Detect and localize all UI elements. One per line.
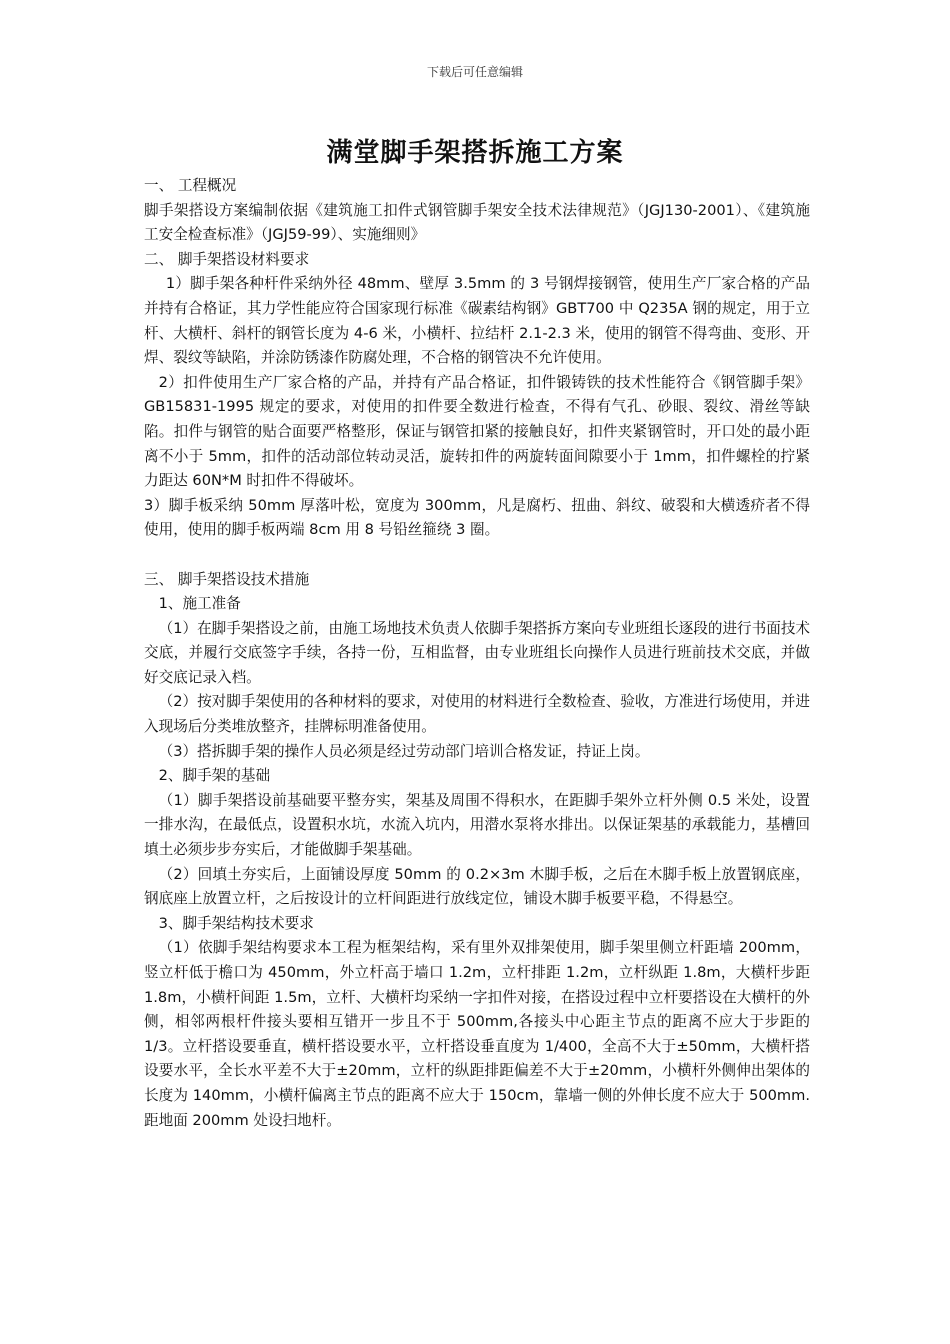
section-2-paragraph-1: 1）脚手架各种杆件采纳外径 48mm、壁厚 3.5mm 的 3 号钢焊接钢管，使用生产厂家合格的产品并持有合格证，其力学性能应符合国家现行标准《碳素结构钢》GBT700 中 Q235A 钢的规定，用于立杆、大横杆、斜杆的钢管长度为 4-6 米，小横杆、拉结杆 2.1-2.3 米，使用的钢管不得弯曲、变形、开焊、裂纹等缺陷，并涂防锈漆作防腐处理，不合格的钢管决不允许使用。 — [144, 275, 810, 367]
spacer — [144, 543, 810, 568]
subsection-1-paragraph-3: （3）搭拆脚手架的操作人员必须是经过劳动部门培训合格发证，持证上岗。 — [158, 742, 650, 760]
subsection-3-paragraph-1: （1）依脚手架结构要求本工程为框架结构，采有里外双排架使用，脚手架里侧立杆距墙 200mm，竖立杆低于檐口为 450mm，外立杆高于墙口 1.2m，立杆排距 1.2m，立杆纵距 1.8m，大横杆步距 1.8m，小横杆间距 1.5m，立杆、大横杆均采纳一字扣件对接，在搭设过程中立杆要搭设在大横杆的外侧，相邻两根杆件接头要相互错开一步且不于 500mm,各接头中心距主节点的距离不应大于步距的 1/3。立杆搭设要垂直，横杆搭设要水平，立杆搭设垂直度为 1/400，全高不大于±50mm，大横杆搭设要水平，全长水平差不大于±20mm，立杆的纵距排距偏差不大于±20mm，小横杆外侧伸出架体的长度为 140mm，小横杆偏离主节点的距离不应大于 150cm，靠墙一侧的外伸长度不应大于 500mm.距地面 200mm 处设扫地杆。 — [144, 939, 810, 1129]
document-body — [144, 174, 810, 1133]
section-2-paragraph-2: 2）扣件使用生产厂家合格的产品，并持有产品合格证，扣件锻铸铁的技术性能符合《钢管脚手架》GB15831-1995 规定的要求，对使用的扣件要全数进行检查，不得有气孔、砂眼、裂纹、滑丝等缺陷。扣件与钢管的贴合面要严格整形，保证与钢管扣紧的接触良好，扣件夹紧钢管时，开口处的最小距离不小于 5mm，扣件的活动部位转动灵活，旋转扣件的两旋转面间隙要小于 1mm，扣件螺栓的拧紧力距达 60N*M 时扣件不得破坏。 — [144, 373, 810, 490]
subsection-2-paragraph-1: （1）脚手架搭设前基础要平整夯实，架基及周围不得积水，在距脚手架外立杆外侧 0.5 米处，设置一排水沟，在最低点，设置积水坑，水流入坑内，用潜水泵将水排出。以保证架基的承载能力，基槽回填土必须步步夯实后，才能做脚手架基础。 — [144, 791, 810, 859]
section-2-paragraph-3: 3）脚手板采纳 50mm 厚落叶松，宽度为 300mm，凡是腐朽、扭曲、斜纹、破裂和大横透疥者不得使用，使用的脚手板两端 8cm 用 8 号铅丝箍绕 3 圈。 — [144, 496, 810, 539]
section-1-text: 脚手架搭设方案编制依据《建筑施工扣件式钢管脚手架安全技术法律规范》（JGJ130-2001）、《建筑施工安全检查标准》（JGJ59-99）、实施细则》 — [144, 201, 810, 244]
subsection-3-heading: 3、脚手架结构技术要求 — [158, 914, 314, 932]
subsection-2-paragraph-2: （2）回填土夯实后，上面铺设厚度 50mm 的 0.2×3m 木脚手板，之后在木脚手板上放置钢底座，钢底座上放置立杆，之后按设计的立杆间距进行放线定位，铺设木脚手板要平稳，不得悬空。 — [144, 865, 810, 908]
section-1-heading: 一、 工程概况 — [144, 177, 237, 194]
subsection-1-heading: 1、施工准备 — [158, 595, 241, 613]
subsection-1-paragraph-1: （1）在脚手架搭设之前，由施工场地技术负责人依脚手架搭拆方案向专业班组长逐段的进行书面技术交底，并履行交底签字手续，各持一份，互相监督，由专业班组长向操作人员进行班前技术交底，并做好交底记录入档。 — [144, 619, 811, 686]
page-header: 下载后可任意编辑 — [426, 65, 523, 79]
section-3-heading: 三、 脚手架搭设技术措施 — [144, 570, 310, 588]
document-title: 满堂脚手架搭拆施工方案 — [326, 138, 624, 168]
section-2-heading: 二、 脚手架搭设材料要求 — [144, 250, 310, 268]
subsection-1-paragraph-2: （2）按对脚手架使用的各种材料的要求，对使用的材料进行全数检查、验收，方准进行场使用，并进入现场后分类堆放整齐，挂牌标明准备使用。 — [144, 693, 811, 736]
subsection-2-heading: 2、脚手架的基础 — [158, 767, 271, 785]
